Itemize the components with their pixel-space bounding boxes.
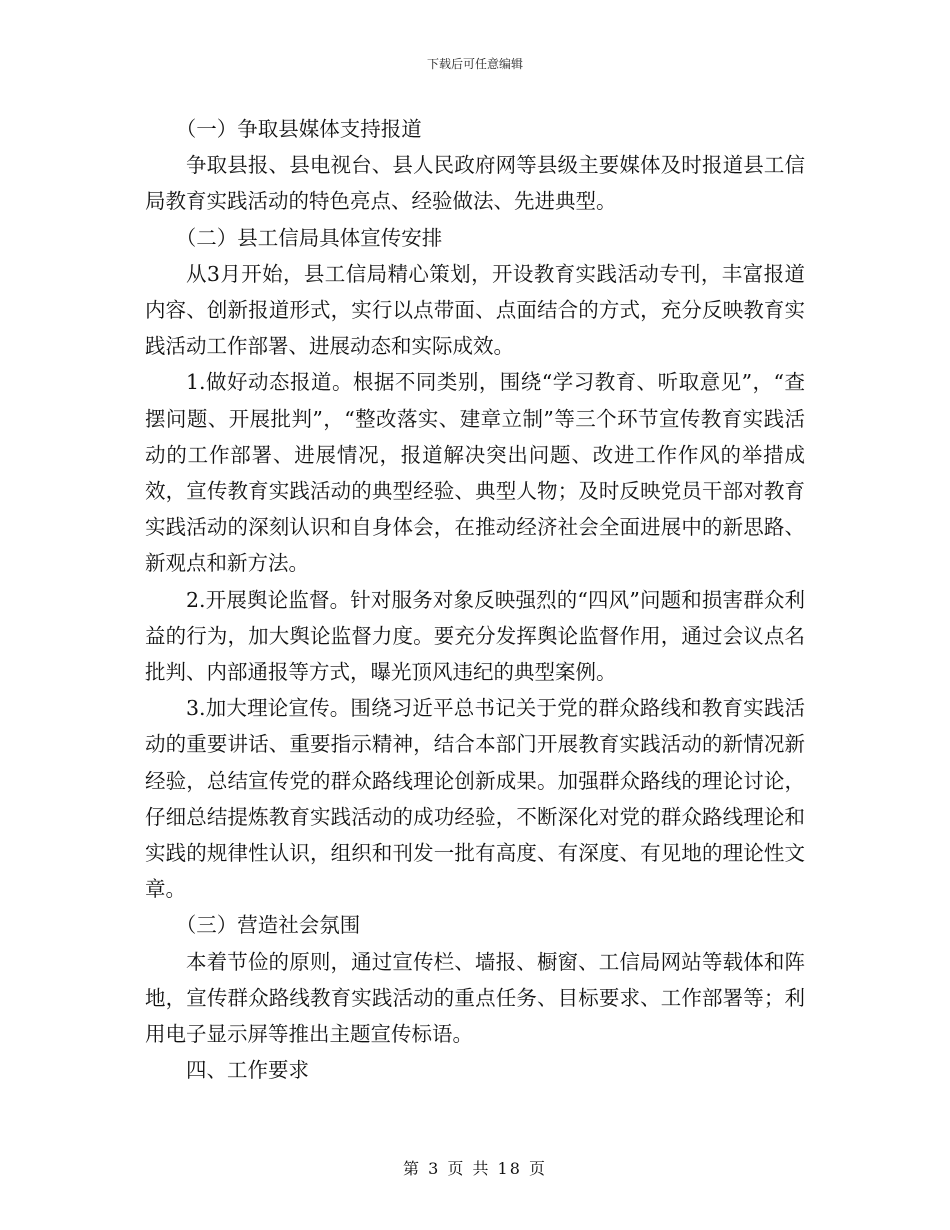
paragraph-item-3: 3.加大理论宣传。围绕习近平总书记关于党的群众路线和教育实践活动的重要讲话、重要指示精神，结合本部门开展教育实践活动的新情况新经验，总结宣传党的群众路线理论创新成果。加强群众路线的理论讨论，仔细总结提炼教育实践活动的成功经验，不断深化对党的群众路线理论和实践的规律性认识，组织和刊发一批有高度、有深度、有见地的理论性文章。 <box>145 696 805 902</box>
paragraph-atmosphere: 本着节俭的原则，通过宣传栏、墙报、橱窗、工信局网站等载体和阵地，宣传群众路线教育实践活动的重点任务、目标要求、工作部署等；利用电子显示屏等推出主题宣传标语。 <box>145 949 805 1047</box>
section-heading-1: （一）争取县媒体支持报道 <box>175 117 422 141</box>
paragraph-media-support: 争取县报、县电视台、县人民政府网等县级主要媒体及时报道县工信局教育实践活动的特色亮点、经验做法、先进典型。 <box>145 153 805 214</box>
paragraph-item-1: 1.做好动态报道。根据不同类别，围绕“学习教育、听取意见”，“查摆问题、开展批判”，“整改落实、建章立制”等三个环节宣传教育实践活动的工作部署、进展情况，报道解决突出问题、改进工作作风的举措成效，宣传教育实践活动的典型经验、典型人物；及时反映党员干部对教育实践活动的深刻认识和自身体会，在推动经济社会全面进展中的新思路、新观点和新方法。 <box>145 370 805 576</box>
section-heading-4: 四、工作要求 <box>186 1058 309 1083</box>
section-heading-3: （三）营造社会氛围 <box>175 913 361 938</box>
document-body <box>145 111 805 1088</box>
section-heading-2: （二）县工信局具体宣传安排 <box>175 225 443 250</box>
paragraph-publicity-plan: 从3月开始，县工信局精心策划，开设教育实践活动专刊，丰富报道内容、创新报道形式，实行以点带面、点面结合的方式，充分反映教育实践活动工作部署、进展动态和实际成效。 <box>145 261 805 359</box>
page-header-note: 下载后可任意编辑 <box>426 57 523 71</box>
paragraph-item-2: 2.开展舆论监督。针对服务对象反映强烈的“四风”问题和损害群众利益的行为，加大舆论监督力度。要充分发挥舆论监督作用，通过会议点名批判、内部通报等方式，曝光顶风违纪的典型案例。 <box>145 587 805 685</box>
page-number-footer: 第 3 页 共 18 页 <box>403 1159 547 1178</box>
